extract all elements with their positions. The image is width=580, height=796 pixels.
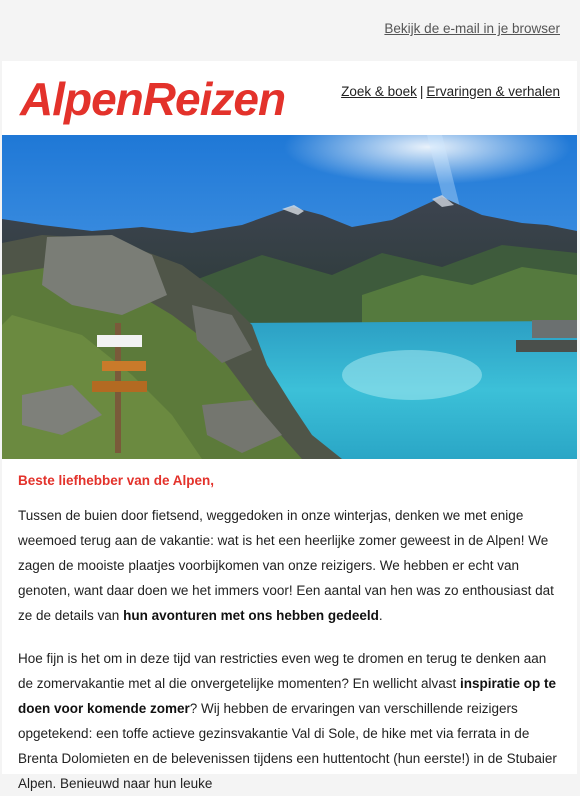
intro-text: Tussen de buien door fietsend, weggedoken in onze winterjas, denken we met enige weemoed terug aan de vakantie: wat is het een heerlijke zomer geweest in de Alpen! We zagen de mooiste plaatjes voorbijkomen van onze reizigers. We hebben er echt van genoten, want daar doen we het immers voor! Een aantal van hen was zo enthousiast dat ze de details van [18, 508, 554, 623]
intro-bold-link[interactable]: hun avonturen met ons hebben gedeeld [123, 608, 379, 623]
intro-paragraph [18, 503, 563, 628]
email-body [18, 459, 563, 796]
second-text-1: Hoe fijn is het om in deze tijd van restricties even weg te dromen en terug te denken aan de zomervakantie met al die onvergetelijke momenten? En wellicht alvast [18, 651, 547, 691]
preheader-bar [0, 0, 580, 60]
nav-separator: | [419, 84, 424, 99]
alpenreizen-logo[interactable]: AlpenReizen [20, 73, 286, 125]
mountain-lake-image [2, 135, 577, 459]
email-card [2, 61, 577, 791]
view-in-browser-link[interactable]: Bekijk de e-mail in je browser [384, 21, 560, 36]
header-nav [341, 84, 560, 99]
email-header [2, 61, 577, 135]
greeting: Beste liefhebber van de Alpen, [18, 473, 215, 488]
second-bold-link[interactable]: inspiratie op te doen voor komende zomer [18, 676, 557, 716]
hero-image[interactable] [2, 135, 577, 459]
nav-link-ervaringen[interactable]: Ervaringen & verhalen [426, 84, 560, 99]
second-text-2: ? Wij hebben de ervaringen van verschillende reizigers opgetekend: een toffe actieve gezinsvakantie Val di Sole, de hike met via ferrata in de Brenta Dolomieten en de belevenissen tijdens een huttentocht (hun eerste!) in de Stubaier Alpen. Benieuwd naar hun leuke [18, 701, 557, 791]
intro-end: . [378, 608, 383, 623]
nav-link-zoek-boek[interactable]: Zoek & boek [341, 84, 417, 99]
second-paragraph [18, 646, 563, 796]
